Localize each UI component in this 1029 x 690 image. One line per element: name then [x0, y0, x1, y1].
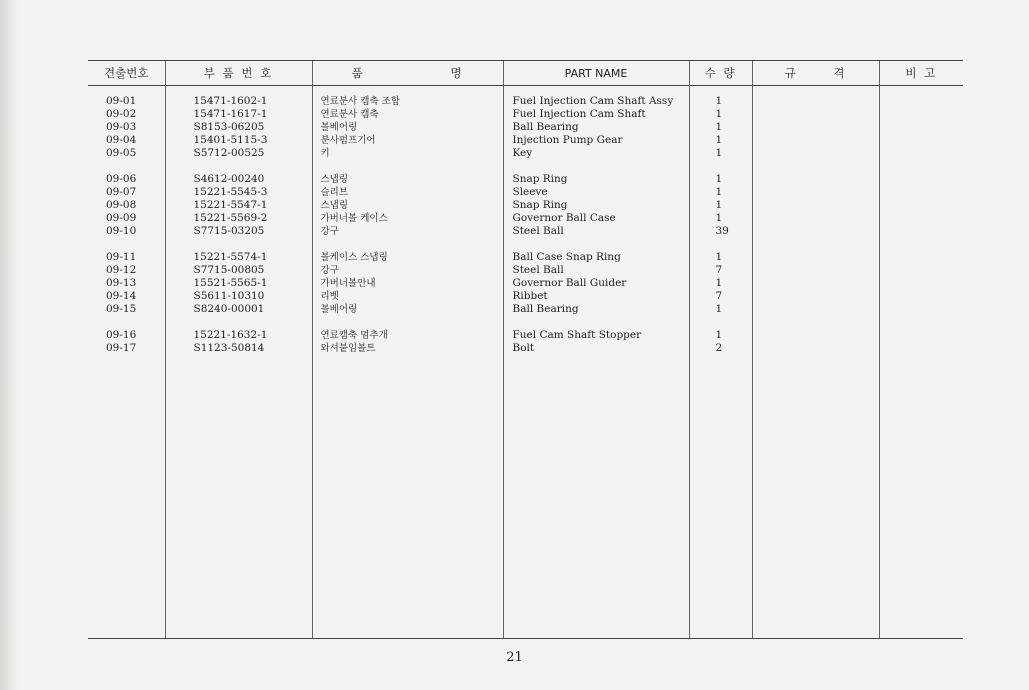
cell-name-kr: 볼베어링 [320, 122, 358, 133]
cell-name-kr: 리벳 [320, 291, 339, 302]
header-remark: 비 고 [879, 61, 963, 86]
cell-no: 09-01 [106, 95, 137, 107]
cell-qty: 7 [715, 290, 723, 302]
cell-name-en: Ribbet [512, 290, 548, 302]
cell-name-en: Ball Bearing [512, 303, 579, 315]
cell-no: 09-15 [106, 303, 137, 315]
cell-name-kr: 볼베어링 [320, 304, 358, 315]
cell-qty: 1 [715, 134, 723, 146]
cell-part-no: S4612-00240 [193, 173, 265, 185]
cell-qty: 1 [715, 277, 723, 289]
cell-part-no: 15471-1617-1 [193, 108, 268, 120]
cell-part-no: S7715-00805 [193, 264, 265, 276]
cell-name-en: Ball Bearing [512, 121, 579, 133]
cell-part-no: 15471-1602-1 [193, 95, 268, 107]
cell-qty: 1 [715, 108, 723, 120]
column-part-no [165, 86, 312, 639]
row-group [166, 95, 312, 160]
row-group [504, 329, 689, 355]
row-group [504, 251, 689, 316]
cell-part-no: 15521-5565-1 [193, 277, 268, 289]
cell-no: 09-17 [106, 342, 137, 354]
cell-name-en: Snap Ring [512, 173, 568, 185]
cell-name-kr: 강구 [320, 265, 339, 276]
cell-no: 09-06 [106, 173, 137, 185]
cell-qty: 1 [715, 95, 723, 107]
cell-name-en: Fuel Injection Cam Shaft Assy [512, 95, 674, 107]
cell-no: 09-12 [106, 264, 137, 276]
cell-part-no: 15221-5569-2 [193, 212, 268, 224]
cell-no: 09-08 [106, 199, 137, 211]
cell-name-kr: 가버너볼안내 [320, 278, 376, 289]
cell-no: 09-09 [106, 212, 137, 224]
parts-table [88, 60, 963, 639]
cell-name-en: Governor Ball Case [512, 212, 616, 224]
cell-qty: 1 [715, 251, 723, 263]
cell-part-no: 15221-5545-3 [193, 186, 268, 198]
cell-qty: 1 [715, 186, 723, 198]
row-group [313, 173, 503, 238]
cell-part-no: 15221-5574-1 [193, 251, 268, 263]
row-group [166, 329, 312, 355]
cell-name-kr: 볼케이스 스냅링 [320, 252, 388, 263]
row-group [313, 329, 503, 355]
cell-part-no: S8153-06205 [193, 121, 265, 133]
cell-qty: 1 [715, 147, 723, 159]
row-group [690, 95, 752, 160]
cell-name-kr: 연료캠축 멈추개 [320, 330, 388, 341]
cell-part-no: S1123-50814 [193, 342, 265, 354]
cell-qty: 1 [715, 121, 723, 133]
cell-no: 09-02 [106, 108, 137, 120]
cell-part-no: S5611-10310 [193, 290, 265, 302]
header-part-name: PART NAME [503, 61, 689, 86]
column-remark [879, 86, 963, 639]
cell-name-en: Fuel Cam Shaft Stopper [512, 329, 642, 341]
cell-no: 09-13 [106, 277, 137, 289]
cell-no: 09-04 [106, 134, 137, 146]
header-no: 견출번호 [88, 61, 165, 86]
cell-name-kr: 강구 [320, 226, 339, 237]
cell-no: 09-14 [106, 290, 137, 302]
cell-qty: 39 [715, 225, 729, 237]
column-name-kr [312, 86, 503, 639]
cell-qty: 1 [715, 303, 723, 315]
row-group [166, 173, 312, 238]
cell-qty: 1 [715, 329, 723, 341]
row-group [690, 251, 752, 316]
cell-qty: 2 [715, 342, 723, 354]
cell-part-no: 15221-1632-1 [193, 329, 268, 341]
cell-no: 09-11 [106, 251, 137, 263]
cell-qty: 1 [715, 199, 723, 211]
column-no [88, 86, 165, 639]
cell-name-kr: 키 [320, 148, 330, 159]
cell-name-en: Steel Ball [512, 225, 564, 237]
row-group [504, 95, 689, 160]
cell-name-en: Governor Ball Guider [512, 277, 627, 289]
cell-part-no: S8240-00001 [193, 303, 265, 315]
cell-part-no: S7715-03205 [193, 225, 265, 237]
row-group [313, 95, 503, 160]
cell-name-kr: 슬리브 [320, 187, 349, 198]
header-spec: 규 격 [752, 61, 879, 86]
header-name-kr: 품 명 [312, 61, 503, 86]
cell-no: 09-07 [106, 186, 137, 198]
cell-no: 09-16 [106, 329, 137, 341]
cell-no: 09-03 [106, 121, 137, 133]
table-body-row [88, 86, 963, 639]
column-spec [752, 86, 879, 639]
cell-part-no: 15221-5547-1 [193, 199, 268, 211]
cell-part-no: S5712-00525 [193, 147, 265, 159]
cell-name-en: Steel Ball [512, 264, 564, 276]
column-qty [689, 86, 752, 639]
page-edge-shadow [0, 0, 18, 690]
row-group [504, 173, 689, 238]
row-group [88, 95, 165, 160]
cell-name-en: Injection Pump Gear [512, 134, 623, 146]
cell-name-en: Key [512, 147, 533, 159]
cell-name-en: Snap Ring [512, 199, 568, 211]
row-group [88, 329, 165, 355]
table-header-row [88, 61, 963, 86]
cell-name-en: Bolt [512, 342, 535, 354]
row-group [166, 251, 312, 316]
row-group [690, 173, 752, 238]
cell-name-kr: 분사펌프기어 [320, 135, 376, 146]
cell-no: 09-10 [106, 225, 137, 237]
cell-name-en: Fuel Injection Cam Shaft [512, 108, 646, 120]
cell-name-en: Sleeve [512, 186, 548, 198]
cell-name-kr: 연료분사 캠축 [320, 109, 379, 120]
cell-qty: 7 [715, 264, 723, 276]
row-group [88, 173, 165, 238]
cell-name-kr: 가버너볼 케이스 [320, 213, 388, 224]
cell-part-no: 15401-5115-3 [193, 134, 268, 146]
cell-qty: 1 [715, 173, 723, 185]
header-qty: 수 량 [689, 61, 752, 86]
row-group [690, 329, 752, 355]
cell-name-kr: 와셔붙임볼트 [320, 343, 376, 354]
cell-name-kr: 스냅링 [320, 174, 349, 185]
cell-name-kr: 스냅링 [320, 200, 349, 211]
cell-name-kr: 연료분사 캠축 조합 [320, 96, 400, 107]
cell-name-en: Ball Case Snap Ring [512, 251, 621, 263]
row-group [313, 251, 503, 316]
column-part-name [503, 86, 689, 639]
header-part-no: 부 품 번 호 [165, 61, 312, 86]
page-number: 21 [506, 650, 523, 665]
cell-qty: 1 [715, 212, 723, 224]
cell-no: 09-05 [106, 147, 137, 159]
row-group [88, 251, 165, 316]
